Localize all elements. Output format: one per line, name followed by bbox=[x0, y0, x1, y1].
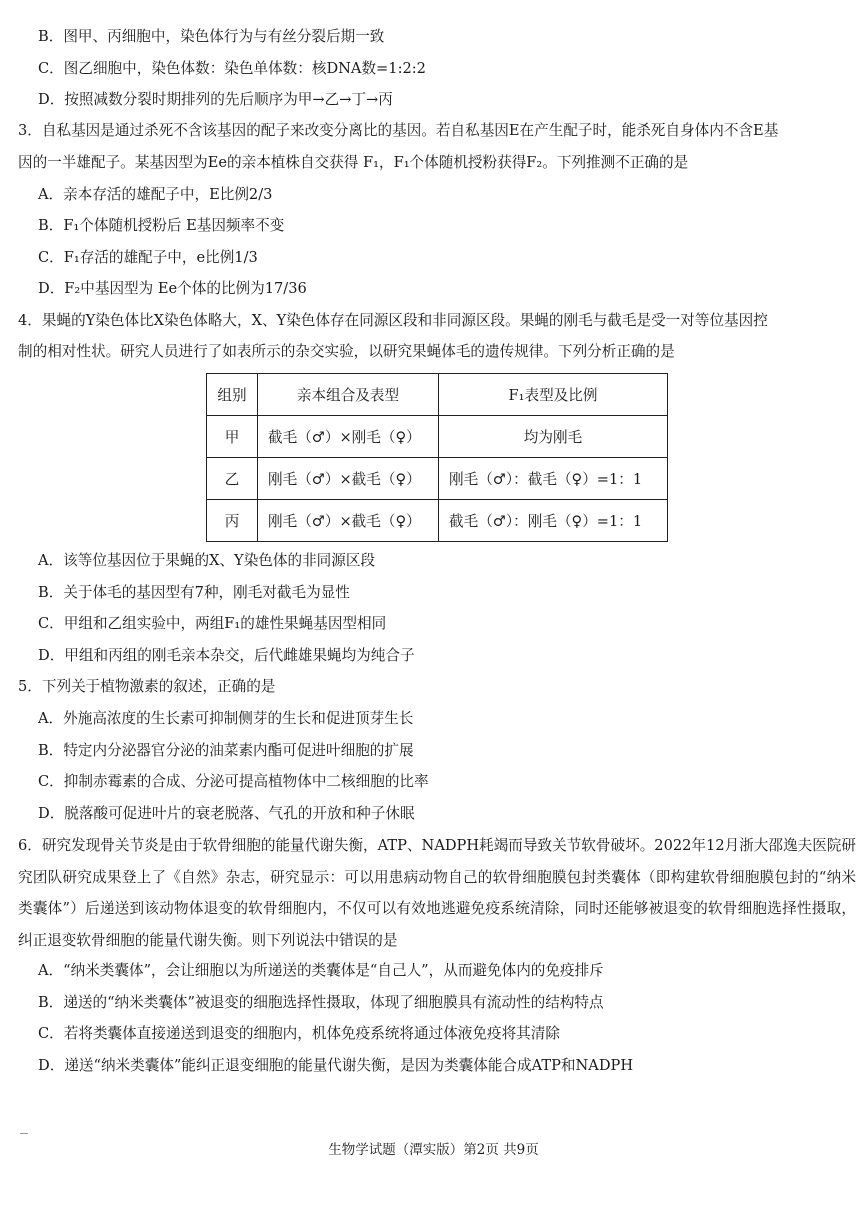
header-f1: F₁表型及比例 bbox=[439, 374, 668, 416]
q2-option-c: C．图乙细胞中，染色体数：染色单体数：核DNA数=1:2:2 bbox=[38, 60, 426, 77]
cell-parents: 刚毛（♂）×截毛（♀） bbox=[258, 458, 439, 500]
q2-option-d: D．按照减数分裂时期排列的先后顺序为甲→乙→丁→丙 bbox=[38, 91, 393, 108]
q3-stem-line2: 因的一半雄配子。某基因型为Ee的亲本植株自交获得 F₁，F₁个体随机授粉获得F₂。下列推测不正确的是 bbox=[18, 154, 689, 171]
cell-group: 丙 bbox=[207, 500, 258, 542]
q6-option-a: A．“纳米类囊体”，会让细胞以为所递送的类囊体是“自己人”，从而避免体内的免疫排斥 bbox=[38, 962, 604, 979]
q5-option-a: A．外施高浓度的生长素可抑制侧芽的生长和促进顶芽生长 bbox=[38, 710, 414, 727]
q3-option-c: C．F₁存活的雄配子中，e比例1/3 bbox=[38, 249, 258, 266]
cross-experiment-table bbox=[206, 373, 668, 542]
cell-f1: 均为刚毛 bbox=[439, 416, 668, 458]
q4-option-a: A．该等位基因位于果蝇的X、Y染色体的非同源区段 bbox=[38, 552, 376, 569]
q4-stem-line2: 制的相对性状。研究人员进行了如表所示的杂交实验，以研究果蝇体毛的遗传规律。下列分析正确的是 bbox=[18, 343, 675, 360]
q6-option-c: C．若将类囊体直接递送到退变的细胞内，机体免疫系统将通过体液免疫将其清除 bbox=[38, 1025, 560, 1042]
table-row bbox=[207, 416, 668, 458]
q5-option-c: C．抑制赤霉素的合成、分泌可提高植物体中二核细胞的比率 bbox=[38, 773, 429, 790]
table-row bbox=[207, 458, 668, 500]
cell-parents: 刚毛（♂）×截毛（♀） bbox=[258, 500, 439, 542]
q6-stem: 6．研究发现骨关节炎是由于软骨细胞的能量代谢失衡，ATP、NADPH耗竭而导致关节软骨破坏。2022年12月浙大邵逸夫医院研究团队研究成果登上了《自然》杂志，研究显示：可以用患病动物自己的软骨细胞膜包封类囊体（即构建软骨细胞膜包封的“纳米类囊体”）后递送到该动物体退变的软骨细胞内，不仅可以有效地逃避免疫系统清除，同时还能够被退变的软骨细胞选择性摄取，纠正退变软骨细胞的能量代谢失衡。则下列说法中错误的是 bbox=[18, 837, 856, 949]
q4-option-d: D．甲组和丙组的刚毛亲本杂交，后代雌雄果蝇均为纯合子 bbox=[38, 647, 415, 664]
q3-option-b: B．F₁个体随机授粉后 E基因频率不变 bbox=[38, 217, 285, 234]
table-header-row bbox=[207, 374, 668, 416]
page-footer: 生物学试题（潭实版）第2页 共9页 bbox=[328, 1142, 539, 1158]
q3-stem-line1: 3．自私基因是通过杀死不含该基因的配子来改变分离比的基因。若自私基因E在产生配子时，能杀死自身体内不含E基 bbox=[18, 122, 779, 139]
cell-f1: 刚毛（♂）：截毛（♀）=1：1 bbox=[439, 458, 668, 500]
q3-option-a: A．亲本存活的雄配子中，E比例2/3 bbox=[38, 186, 273, 203]
cell-group: 甲 bbox=[207, 416, 258, 458]
q4-option-b: B．关于体毛的基因型有7种，刚毛对截毛为显性 bbox=[38, 584, 350, 601]
header-group: 组别 bbox=[207, 374, 258, 416]
q3-option-d: D．F₂中基因型为 Ee个体的比例为17/36 bbox=[38, 280, 307, 297]
q5-option-b: B．特定内分泌器官分泌的油菜素内酯可促进叶细胞的扩展 bbox=[38, 742, 414, 759]
margin-mark bbox=[20, 1133, 28, 1134]
header-parents: 亲本组合及表型 bbox=[258, 374, 439, 416]
cell-f1: 截毛（♂）：刚毛（♀）=1：1 bbox=[439, 500, 668, 542]
q5-stem: 5．下列关于植物激素的叙述，正确的是 bbox=[18, 678, 276, 695]
cell-parents: 截毛（♂）×刚毛（♀） bbox=[258, 416, 439, 458]
table-row bbox=[207, 500, 668, 542]
q4-stem-line1: 4．果蝇的Y染色体比X染色体略大，X、Y染色体存在同源区段和非同源区段。果蝇的刚毛与截毛是受一对等位基因控 bbox=[18, 312, 768, 329]
q6-option-d: D．递送“纳米类囊体”能纠正退变细胞的能量代谢失衡，是因为类囊体能合成ATP和NADPH bbox=[38, 1057, 634, 1074]
cell-group: 乙 bbox=[207, 458, 258, 500]
q6-option-b: B．递送的“纳米类囊体”被退变的细胞选择性摄取，体现了细胞膜具有流动性的结构特点 bbox=[38, 994, 604, 1011]
q2-option-b: B．图甲、丙细胞中，染色体行为与有丝分裂后期一致 bbox=[38, 28, 385, 45]
q5-option-d: D．脱落酸可促进叶片的衰老脱落、气孔的开放和种子休眠 bbox=[38, 805, 415, 822]
q4-option-c: C．甲组和乙组实验中，两组F₁的雄性果蝇基因型相同 bbox=[38, 615, 387, 632]
